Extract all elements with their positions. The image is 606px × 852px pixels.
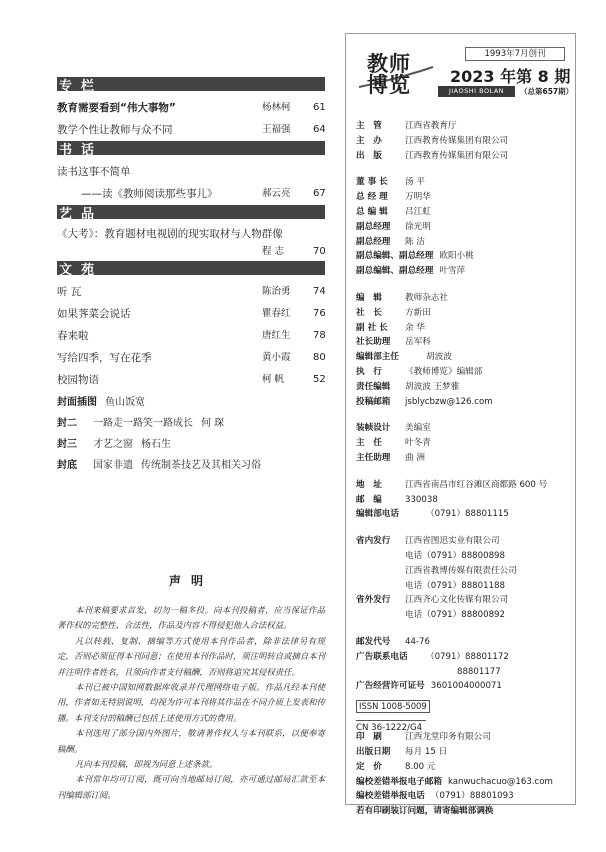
colophon-value: 江西齐心文化传媒有限公司 (405, 595, 509, 606)
colophon-row (356, 775, 571, 790)
colophon-key: 投稿邮箱 (356, 396, 391, 407)
entry-title: 《大考》：教育题材电视剧的现实取材与人物群像 (57, 228, 283, 240)
colophon-row (356, 220, 571, 235)
colophon-value: 余 华 (405, 322, 425, 333)
colophon-value: 330038 (405, 494, 438, 505)
entry-title: 教学个性让教师与众不同 (57, 124, 173, 136)
colophon-value: 江西省南昌市红谷滩区商都路 600 号 (405, 479, 548, 490)
colophon-key: 总 编 辑 (356, 206, 388, 217)
colophon-row (356, 564, 571, 579)
colophon-value: （0791）88801093 (430, 791, 514, 802)
colophon-key: 出版日期 (356, 746, 391, 757)
colophon-key: 省内发行 (356, 536, 391, 547)
colophon-row (356, 760, 571, 775)
entry-page: 52 (313, 374, 326, 385)
colophon-row (356, 119, 571, 134)
entry-title: 教育需要看到“伟大事物” (57, 102, 176, 114)
table-of-contents (57, 77, 325, 391)
colophon-key: 编校差错举报电子邮箱 (356, 776, 442, 787)
colophon-value: 徐光明 (405, 221, 431, 232)
cover-credit-value: 才艺之窗 (93, 439, 133, 450)
colophon-value: （0791）88801172 (426, 651, 509, 662)
cover-credit-value: 国家非遗 (93, 460, 133, 471)
colophon-key: 董 事 长 (356, 177, 388, 188)
entry-author: 王福强 (262, 124, 291, 135)
colophon-value: kanwuchacuo@163.com (447, 776, 553, 787)
section-title: 书话 (59, 143, 104, 158)
colophon-row (356, 451, 571, 466)
colophon-row (356, 421, 571, 436)
founded-date: 1993年7月创刊 (465, 47, 565, 61)
entry-author: 瞿春红 (262, 308, 291, 319)
colophon-row (356, 380, 571, 395)
entry-author: 柯 帆 (262, 374, 285, 385)
colophon-block-misc (356, 635, 571, 694)
entry-author: 郝云亮 (262, 188, 291, 199)
colophon-row (356, 321, 571, 336)
colophon-value: 江西省图迅实业有限公司 (405, 536, 500, 547)
toc-entry (57, 97, 325, 119)
colophon-key: 广告经营许可证号 (356, 681, 425, 692)
colophon-key: 装帧设计 (356, 423, 391, 434)
cover-credit-value: 杨石生 (141, 439, 171, 450)
entry-title: 写给四季，写在花季 (57, 352, 152, 364)
colophon-row (356, 593, 571, 608)
misprint-notice: 若有印刷装订问题，请寄编辑部调换 (356, 806, 494, 817)
colophon-block-address (356, 478, 571, 522)
colophon-panel (345, 33, 576, 817)
colophon-row (356, 635, 571, 650)
colophon-value: 江西省教育厅 (405, 121, 457, 131)
entry-title: 读书这事不简单 (57, 166, 131, 178)
colophon-key: 出 版 (356, 150, 382, 161)
entry-author: 黄小霞 (262, 352, 291, 363)
colophon-key: 编 辑 (356, 293, 382, 303)
toc-entry (57, 119, 325, 141)
colophon-value: 胡波波 (426, 352, 452, 363)
entry-page: 64 (313, 124, 326, 135)
colophon-key: 社 长 (356, 307, 382, 318)
entry-title: 如果荠菜会说话 (57, 308, 131, 320)
toc-entry (57, 161, 325, 183)
entry-page: 74 (313, 286, 326, 297)
section-header (57, 261, 325, 278)
colophon-value: 每月 15 日 (405, 746, 448, 757)
colophon-row (356, 175, 571, 190)
colophon-block-design (356, 421, 571, 465)
section-header (57, 141, 325, 158)
colophon-key: 副总经理 (356, 221, 391, 232)
issn-row (356, 700, 571, 715)
entry-page: 61 (313, 102, 326, 113)
colophon-row (356, 679, 571, 694)
colophon-value: 叶冬青 (405, 438, 431, 449)
colophon-key: 社长助理 (356, 337, 391, 348)
colophon-value: 万明华 (405, 192, 431, 203)
declaration-paragraph: 凡以转载、复制、摘编等方式使用本刊作品者，除非法律另有规定，否则必须征得本刊同意；在使用本刊作品时，须注明转自或摘自本刊并注明作者姓名，且须向作者支付稿酬，否则将追究其侵权责任。 (57, 635, 325, 677)
section-header (57, 77, 325, 94)
colophon-value: 江西教育传媒集团有限公司 (405, 150, 509, 161)
section-header (57, 205, 325, 222)
colophon-row (356, 149, 571, 164)
declaration-paragraph: 本刊来稿要求首发，切勿一稿多投。向本刊投稿者，应当保证作品著作权的完整性、合法性，作品及内容不得侵犯他人合法权益。 (57, 605, 325, 631)
colophon-row (356, 579, 571, 594)
colophon-value: 江西省教博传媒有限责任公司 (405, 565, 517, 576)
colophon-key: 省外发行 (356, 595, 391, 606)
entry-title: ——读《教师阅读那些事儿》 (81, 188, 218, 200)
colophon-value: 曲 洲 (405, 452, 425, 463)
colophon-row (356, 335, 571, 350)
declaration (57, 572, 325, 803)
colophon-row (356, 205, 571, 220)
cover-credit-value: 鱼山饭宽 (105, 397, 145, 408)
colophon-value: 陈 洁 (405, 236, 425, 247)
entry-page: 70 (313, 246, 326, 257)
colophon-row (356, 730, 571, 745)
toc-entry (57, 369, 325, 391)
section-title: 艺品 (59, 207, 104, 222)
declaration-title: 声明 (168, 574, 213, 588)
declaration-paragraph: 本刊常年均可订阅，既可向当地邮局订阅，亦可通过邮局汇款至本刊编辑部订阅。 (57, 774, 325, 800)
colophon-value: 电话（0791）88800898 (405, 550, 505, 561)
colophon-value: jsblycbzw@126.com (405, 396, 493, 407)
colophon-key: 编校差错举报电话 (356, 791, 425, 802)
colophon-row (356, 350, 571, 365)
colophon-key: 邮 编 (356, 494, 382, 505)
colophon-value: 《教师博览》编辑部 (405, 366, 483, 377)
entry-author: 唐红生 (262, 330, 291, 341)
masthead (353, 39, 574, 99)
colophon-row (356, 549, 571, 564)
colophon-key: 编辑部主任 (356, 352, 399, 363)
entry-page: 80 (313, 352, 326, 363)
cover-credit-key: 封三 (57, 439, 77, 450)
issn-number: ISSN 1008-5009 (356, 700, 430, 713)
cover-credit-row (57, 434, 325, 455)
colophon-key: 邮发代号 (356, 637, 391, 647)
colophon-key: 定 价 (356, 761, 382, 772)
colophon-value: 88801177 (457, 666, 501, 677)
colophon-block-print (356, 730, 571, 819)
colophon-row (356, 249, 571, 264)
colophon-key: 主 管 (356, 121, 382, 131)
cover-credits (57, 392, 325, 476)
total-issue-number: （总第657期） (520, 87, 574, 96)
declaration-body (57, 603, 325, 803)
colophon-block-editorial (356, 291, 571, 409)
colophon-value: 8.00 元 (405, 761, 436, 772)
colophon-row (356, 493, 571, 508)
colophon-value: 江西教育传媒集团有限公司 (405, 135, 509, 146)
toc-entry (57, 225, 325, 261)
colophon-value: 欧阳小桃 (439, 251, 474, 262)
declaration-paragraph: 本刊已被中国知网数据库收录并代理网络电子版。作品凡经本刊使用，作者如无特别说明，均视为许可本刊将其作品在不同介质上发表和传播。本刊支付的稿酬已包括上述使用方式的费用。 (57, 682, 325, 723)
colophon-value: 电话（0791）88800892 (405, 610, 505, 621)
colophon-key: 副 社 长 (356, 322, 388, 333)
cover-credit-value: 一路走一路笑一路成长 (93, 418, 193, 429)
colophon-value: 方新田 (405, 307, 431, 318)
colophon-block-leaders (356, 175, 571, 279)
colophon-block-publishers (356, 119, 571, 163)
entry-title: 校园物语 (57, 374, 99, 386)
colophon-value: 电话（0791）88801188 (405, 580, 505, 591)
colophon-row (356, 507, 571, 522)
entry-page: 76 (313, 308, 326, 319)
entry-author: 陈治勇 (262, 286, 291, 297)
colophon-key: 执 行 (356, 366, 382, 377)
colophon-value: 3601004000071 (430, 681, 502, 692)
toc-entry (57, 303, 325, 325)
colophon-value: 吕江虹 (405, 206, 431, 217)
cover-credit-row (57, 392, 325, 413)
colophon-key: 印 刷 (356, 732, 382, 743)
pinyin-title: JIAOSHI BOLAN (438, 86, 515, 97)
colophon-block-distribution (356, 534, 571, 623)
colophon-row (356, 608, 571, 623)
colophon-row (356, 436, 571, 451)
entry-author: 程 志 (262, 246, 285, 257)
colophon-row (356, 789, 571, 804)
colophon-row (356, 395, 571, 410)
cover-credit-key: 封面插图 (57, 397, 97, 408)
section-title: 专栏 (59, 79, 104, 94)
colophon-value: 江西龙堂印务有限公司 (405, 732, 491, 743)
colophon-row (356, 665, 571, 680)
colophon-row (356, 235, 571, 250)
colophon-row (356, 534, 571, 549)
cover-credit-key: 封二 (57, 418, 77, 429)
colophon-value: 美编室 (405, 423, 431, 434)
cover-credit-row (57, 455, 325, 476)
colophon-key: 总 经 理 (356, 192, 388, 203)
colophon-value: 汤 平 (405, 177, 425, 188)
entry-author: 杨林柯 (262, 102, 291, 113)
colophon-key: 主 办 (356, 135, 382, 146)
entry-title: 听 瓦 (57, 286, 82, 298)
colophon-value: 叶雪萍 (439, 266, 466, 277)
cover-credit-key: 封底 (57, 460, 77, 471)
issue-number: 2023 年第 8 期 (450, 67, 571, 86)
colophon-key: 责任编辑 (356, 381, 391, 392)
toc-entry (57, 347, 325, 369)
cn-row: CN 36-1222/G4 (356, 720, 426, 735)
colophon-key: 主任助理 (356, 452, 391, 463)
colophon-value: 44-76 (405, 637, 430, 647)
declaration-paragraph: 凡向本刊投稿，即视为同意上述条款。 (75, 759, 218, 770)
colophon-value: 岳军科 (405, 337, 431, 348)
colophon-row (356, 190, 571, 205)
logo-text-line2: 博览 (367, 73, 411, 97)
declaration-paragraph: 本刊选用了部分国内外图片，敬请著作权人与本刊联系，以便奉寄稿酬。 (57, 728, 325, 754)
cover-credit-value: 何 琛 (201, 418, 225, 429)
colophon-key: 副总编辑、副总经理 (356, 266, 434, 277)
toc-entry (57, 325, 325, 347)
colophon-value: 教师杂志社 (405, 293, 448, 303)
entry-page: 78 (313, 330, 326, 341)
colophon-row (356, 478, 571, 493)
colophon-row (356, 264, 571, 279)
colophon-key: 副总编辑、副总经理 (356, 251, 434, 262)
colophon-key: 副总经理 (356, 236, 391, 247)
colophon-value: （0791）88801115 (426, 509, 509, 520)
section-title: 文苑 (59, 263, 104, 278)
entry-page: 67 (313, 188, 326, 199)
colophon-row (356, 650, 571, 665)
colophon-key: 编辑部电话 (356, 509, 399, 520)
toc-entry (57, 281, 325, 303)
colophon-key: 地 址 (356, 479, 382, 490)
colophon-key: 主 任 (356, 438, 382, 449)
colophon-key: 广告联系电话 (356, 651, 408, 662)
colophon-row (356, 745, 571, 760)
colophon-value: 胡波波 王梦雅 (405, 381, 460, 392)
colophon-row (356, 365, 571, 380)
logo-text-line1: 教师 (367, 52, 411, 76)
cover-credit-row (57, 413, 325, 434)
colophon-row (356, 134, 571, 149)
colophon-row (356, 291, 571, 306)
cover-credit-value: 传统制茶技艺及其相关习俗 (141, 460, 261, 471)
colophon-row (356, 306, 571, 321)
entry-title: 春来啦 (57, 330, 89, 342)
toc-entry (57, 183, 325, 205)
